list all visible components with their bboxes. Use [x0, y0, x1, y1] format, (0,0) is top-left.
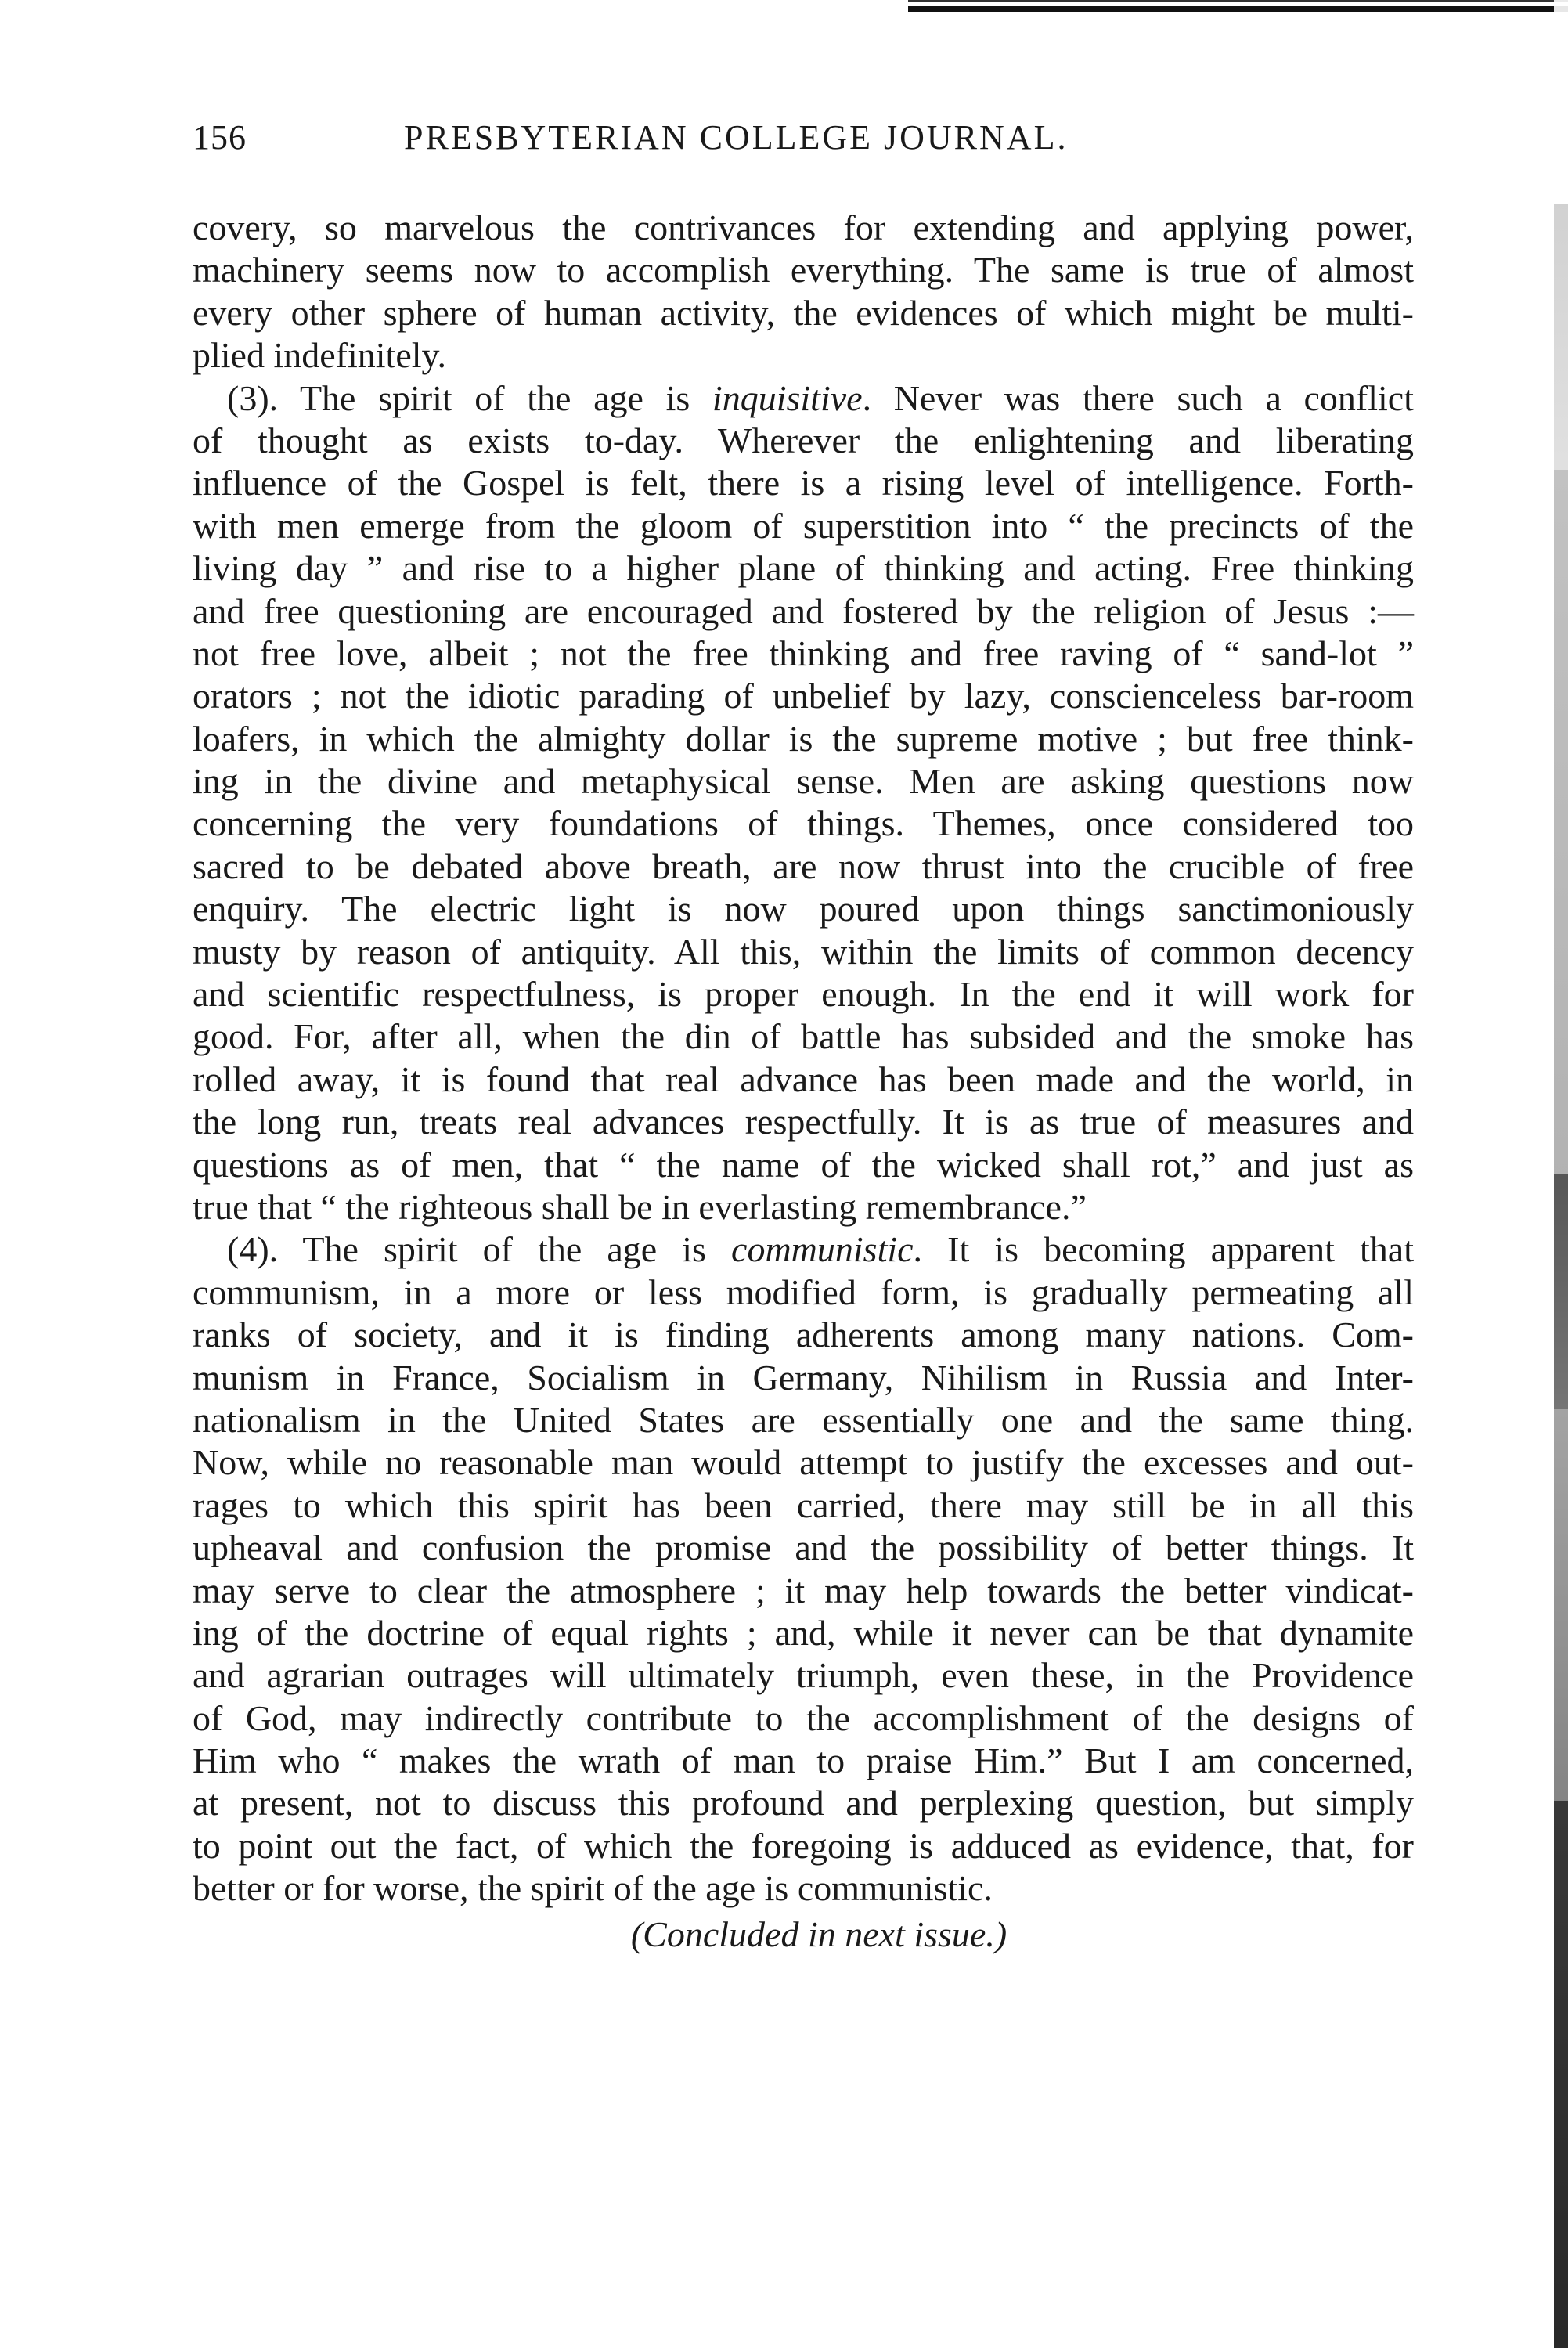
text-line: and scientific respectfulness, is proper enough. In the end it will work for: [193, 974, 1414, 1015]
text-line: may serve to clear the atmosphere ; it may help towards the better vindicat-: [193, 1570, 1414, 1610]
text-line: at present, not to discuss this profound and perplexing question, but simply: [193, 1783, 1414, 1823]
top-rule: [908, 6, 1568, 12]
text-line: machinery seems now to accomplish everything. The same is true of almost: [193, 250, 1414, 290]
running-head: PRESBYTERIAN COLLEGE JOURNAL.: [404, 118, 1069, 157]
text-line: rolled away, it is found that real advance has been made and the world, in: [193, 1059, 1414, 1099]
text-line: ranks of society, and it is finding adherents among many nations. Com-: [193, 1315, 1414, 1355]
text-line: questions as of men, that “ the name of the wicked shall rot,” and just as: [193, 1144, 1414, 1185]
text-line: Now, while no reasonable man would attempt to justify the excesses and out-: [193, 1442, 1414, 1483]
text-line: upheaval and confusion the promise and the possibility of better things. It: [193, 1527, 1414, 1568]
text-line: of thought as exists to-day. Wherever the enlightening and liberating: [193, 420, 1414, 460]
text-line: loafers, in which the almighty dollar is the supreme motive ; but free think-: [193, 718, 1414, 759]
text-line: good. For, after all, when the din of battle has subsided and the smoke has: [193, 1016, 1414, 1057]
text-line: munism in France, Socialism in Germany, Nihilism in Russia and Inter-: [193, 1357, 1414, 1398]
text-line: (3). The spirit of the age is inquisitive. Never was there such a conflict: [227, 377, 1414, 418]
text-line: sacred to be debated above breath, are now thrust into the crucible of free: [193, 846, 1414, 886]
text-line: communism, in a more or less modified form, is gradually permeating all: [193, 1271, 1414, 1312]
text-line: with men emerge from the gloom of superstition into “ the precincts of the: [193, 505, 1414, 546]
page-header: [193, 117, 1414, 188]
text-line: the long run, treats real advances respectfully. It is as true of measures and: [193, 1102, 1414, 1142]
text-line: to point out the fact, of which the foregoing is adduced as evidence, that, for: [193, 1825, 1414, 1866]
text-line: better or for worse, the spirit of the age is communistic.: [193, 1868, 993, 1909]
text-line: living day ” and rise to a higher plane of thinking and acting. Free thinking: [193, 548, 1414, 589]
text-line: true that “ the righteous shall be in everlasting remembrance.”: [193, 1186, 1087, 1227]
page-edge-shadow: [1554, 0, 1568, 2348]
text-line: (4). The spirit of the age is communistic. It is becoming apparent that: [227, 1229, 1414, 1270]
page-number: 156: [193, 118, 247, 157]
text-line: covery, so marvelous the contrivances for extending and applying power,: [193, 207, 1414, 247]
text-line: enquiry. The electric light is now poured upon things sanctimoniously: [193, 889, 1414, 929]
text-line: every other sphere of human activity, the evidences of which might be multi-: [193, 292, 1414, 333]
text-line: nationalism in the United States are essentially one and the same thing.: [193, 1399, 1414, 1440]
text-line: and free questioning are encouraged and fostered by the religion of Jesus :—: [193, 590, 1414, 631]
text-line: ing in the divine and metaphysical sense. Men are asking questions now: [193, 761, 1414, 802]
text-line: ing of the doctrine of equal rights ; and, while it never can be that dynamite: [193, 1612, 1414, 1653]
text-line: musty by reason of antiquity. All this, within the limits of common decency: [193, 931, 1414, 972]
top-rule-thin: [908, 0, 1568, 2]
text-line: of God, may indirectly contribute to the accomplishment of the designs of: [193, 1697, 1414, 1738]
text-line: Him who “ makes the wrath of man to praise Him.” But I am concerned,: [193, 1740, 1414, 1781]
closing-note: (Concluded in next issue.): [630, 1913, 1007, 1954]
text-line: not free love, albeit ; not the free thinking and free raving of “ sand-lot ”: [193, 633, 1414, 673]
text-line: plied indefinitely.: [193, 335, 447, 376]
text-line: orators ; not the idiotic parading of unbelief by lazy, conscienceless bar-room: [193, 676, 1414, 716]
text-line: concerning the very foundations of things. Themes, once considered too: [193, 803, 1414, 844]
page: [193, 117, 1414, 1956]
body-text: [193, 207, 1414, 1910]
text-line: rages to which this spirit has been carried, there may still be in all this: [193, 1484, 1414, 1525]
text-line: influence of the Gospel is felt, there is a rising level of intelligence. Forth-: [193, 463, 1414, 503]
text-line: and agrarian outrages will ultimately triumph, even these, in the Providence: [193, 1655, 1414, 1696]
